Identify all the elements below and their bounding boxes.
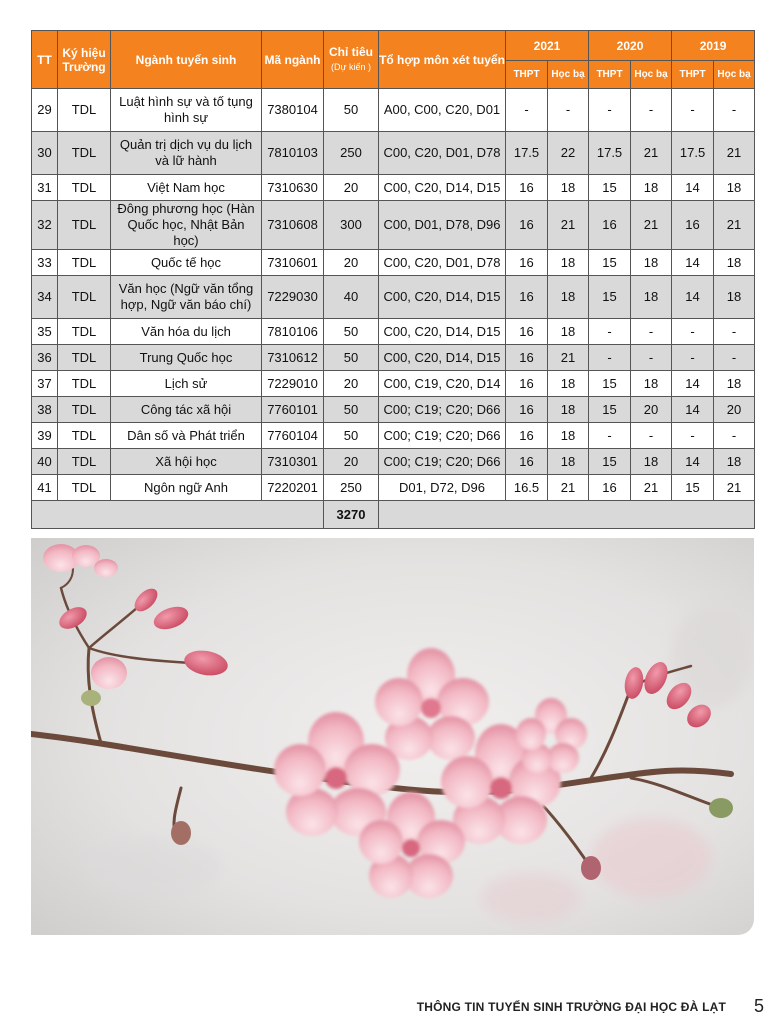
cell-major-code: 7229030 (262, 276, 324, 319)
cell-quota: 50 (324, 319, 379, 345)
cell-2021-thpt: - (506, 89, 548, 132)
cell-2020-thpt: 15 (589, 397, 631, 423)
cell-subject-combo: C00, D01, D78, D96 (379, 201, 506, 250)
cell-school-code: TDL (58, 175, 111, 201)
header-major-code: Mã ngành (262, 31, 324, 89)
header-thpt-2019: THPT (672, 61, 714, 89)
cell-school-code: TDL (58, 397, 111, 423)
cell-major-code: 7380104 (262, 89, 324, 132)
cell-2019-thpt: 14 (672, 276, 714, 319)
cell-2020-thpt: 16 (589, 475, 631, 501)
cell-quota: 50 (324, 397, 379, 423)
cell-major-code: 7760101 (262, 397, 324, 423)
page-number: 5 (753, 996, 764, 1016)
cell-major-name: Việt Nam học (111, 175, 262, 201)
cell-subject-combo: D01, D72, D96 (379, 475, 506, 501)
cell-2019-hocba: 18 (714, 371, 755, 397)
cell-2020-thpt: 15 (589, 175, 631, 201)
cell-major-name: Trung Quốc học (111, 345, 262, 371)
total-label-cell (32, 501, 324, 529)
cell-tt: 37 (32, 371, 58, 397)
cell-subject-combo: C00, C20, D01, D78 (379, 132, 506, 175)
cherry-blossom-photo (31, 538, 754, 935)
total-empty-cell (379, 501, 755, 529)
cell-major-code: 7810106 (262, 319, 324, 345)
cell-2020-thpt: 15 (589, 371, 631, 397)
header-quota-label: Chỉ tiêu (329, 45, 373, 59)
header-subject-combo: Tổ hợp môn xét tuyển (379, 31, 506, 89)
cell-subject-combo: A00, C00, C20, D01 (379, 89, 506, 132)
cell-2021-hocba: - (548, 89, 589, 132)
cell-2021-hocba: 18 (548, 250, 589, 276)
cell-2020-thpt: - (589, 345, 631, 371)
cell-subject-combo: C00, C19, C20, D14 (379, 371, 506, 397)
cell-2020-hocba: 18 (631, 276, 672, 319)
cell-2020-hocba: 21 (631, 132, 672, 175)
cell-2019-thpt: - (672, 423, 714, 449)
cell-2020-hocba: - (631, 423, 672, 449)
cell-major-name: Quốc tế học (111, 250, 262, 276)
cell-2020-thpt: 15 (589, 276, 631, 319)
cell-school-code: TDL (58, 345, 111, 371)
cell-subject-combo: C00, C20, D14, D15 (379, 345, 506, 371)
cell-school-code: TDL (58, 371, 111, 397)
table-row (32, 423, 755, 449)
cell-2021-hocba: 18 (548, 276, 589, 319)
cell-school-code: TDL (58, 423, 111, 449)
cell-2021-thpt: 16 (506, 201, 548, 250)
cell-2021-thpt: 16.5 (506, 475, 548, 501)
cell-2019-thpt: 17.5 (672, 132, 714, 175)
cell-tt: 35 (32, 319, 58, 345)
cell-2019-thpt: - (672, 345, 714, 371)
cell-2020-hocba: 20 (631, 397, 672, 423)
cell-2019-hocba: 21 (714, 132, 755, 175)
cell-major-code: 7760104 (262, 423, 324, 449)
cell-tt: 34 (32, 276, 58, 319)
cell-2021-hocba: 18 (548, 175, 589, 201)
cell-2019-hocba: 20 (714, 397, 755, 423)
cell-2021-hocba: 21 (548, 475, 589, 501)
cell-major-name: Quản trị dịch vụ du lịch và lữ hành (111, 132, 262, 175)
cell-2019-thpt: 16 (672, 201, 714, 250)
total-quota: 3270 (324, 501, 379, 529)
cell-2021-hocba: 18 (548, 397, 589, 423)
cell-2020-hocba: 18 (631, 371, 672, 397)
cell-2021-thpt: 16 (506, 319, 548, 345)
cell-major-code: 7310608 (262, 201, 324, 250)
cell-2019-thpt: 15 (672, 475, 714, 501)
cell-tt: 30 (32, 132, 58, 175)
cell-2020-hocba: - (631, 89, 672, 132)
cell-2019-hocba: 18 (714, 250, 755, 276)
cell-2021-hocba: 18 (548, 319, 589, 345)
cell-tt: 31 (32, 175, 58, 201)
cell-tt: 29 (32, 89, 58, 132)
cell-major-name: Dân số và Phát triển (111, 423, 262, 449)
cell-subject-combo: C00; C19; C20; D66 (379, 449, 506, 475)
cell-2019-hocba: - (714, 423, 755, 449)
cell-tt: 38 (32, 397, 58, 423)
cell-2020-hocba: 21 (631, 201, 672, 250)
cell-2021-thpt: 16 (506, 175, 548, 201)
header-quota (324, 31, 379, 89)
cell-2020-thpt: - (589, 319, 631, 345)
cell-quota: 20 (324, 371, 379, 397)
cell-major-code: 7310612 (262, 345, 324, 371)
header-year-2021: 2021 (506, 31, 589, 61)
header-year-2020: 2020 (589, 31, 672, 61)
cell-2021-hocba: 18 (548, 449, 589, 475)
cell-tt: 33 (32, 250, 58, 276)
cell-major-name: Ngôn ngữ Anh (111, 475, 262, 501)
table-header-row (32, 31, 755, 61)
table-row (32, 175, 755, 201)
table-row (32, 132, 755, 175)
footer-title: THÔNG TIN TUYỂN SINH TRƯỜNG ĐẠI HỌC ĐÀ LẠT (416, 1000, 726, 1014)
cell-2020-thpt: 15 (589, 449, 631, 475)
table-row (32, 276, 755, 319)
cell-subject-combo: C00; C19; C20; D66 (379, 423, 506, 449)
cell-quota: 50 (324, 423, 379, 449)
cell-2019-hocba: - (714, 319, 755, 345)
cell-school-code: TDL (58, 132, 111, 175)
cell-2020-thpt: 16 (589, 201, 631, 250)
cell-major-code: 7310301 (262, 449, 324, 475)
cell-quota: 20 (324, 449, 379, 475)
cell-school-code: TDL (58, 89, 111, 132)
cell-2019-thpt: 14 (672, 397, 714, 423)
cell-2019-thpt: 14 (672, 449, 714, 475)
cell-2021-thpt: 16 (506, 371, 548, 397)
cell-major-code: 7310630 (262, 175, 324, 201)
cell-quota: 250 (324, 475, 379, 501)
cell-2019-hocba: 18 (714, 276, 755, 319)
cell-quota: 40 (324, 276, 379, 319)
admissions-table (31, 30, 755, 529)
header-hocba-2019: Học bạ (714, 61, 755, 89)
cell-subject-combo: C00, C20, D14, D15 (379, 276, 506, 319)
cell-tt: 32 (32, 201, 58, 250)
cell-2019-hocba: - (714, 89, 755, 132)
table-total-row (32, 501, 755, 529)
cell-tt: 36 (32, 345, 58, 371)
table-body (32, 89, 755, 529)
cell-2019-thpt: 14 (672, 250, 714, 276)
table-row (32, 475, 755, 501)
table-row (32, 319, 755, 345)
cell-major-code: 7310601 (262, 250, 324, 276)
cell-2019-thpt: - (672, 89, 714, 132)
table-row (32, 201, 755, 250)
cell-2021-thpt: 16 (506, 345, 548, 371)
header-thpt-2020: THPT (589, 61, 631, 89)
cell-2019-hocba: 21 (714, 201, 755, 250)
header-quota-note: (Dự kiến ) (330, 62, 372, 72)
cell-tt: 39 (32, 423, 58, 449)
cell-2020-thpt: - (589, 423, 631, 449)
cell-school-code: TDL (58, 475, 111, 501)
cell-subject-combo: C00, C20, D01, D78 (379, 250, 506, 276)
cell-2019-hocba: 18 (714, 175, 755, 201)
cell-school-code: TDL (58, 250, 111, 276)
cell-subject-combo: C00; C19; C20; D66 (379, 397, 506, 423)
cell-2020-thpt: 15 (589, 250, 631, 276)
cell-2020-hocba: - (631, 345, 672, 371)
cell-2019-thpt: 14 (672, 371, 714, 397)
cell-major-name: Đông phương học (Hàn Quốc học, Nhật Bản học) (111, 201, 262, 250)
cell-2020-thpt: 17.5 (589, 132, 631, 175)
cell-2020-hocba: - (631, 319, 672, 345)
cell-2020-hocba: 21 (631, 475, 672, 501)
table-row (32, 397, 755, 423)
cell-2021-thpt: 16 (506, 250, 548, 276)
header-tt: TT (32, 31, 58, 89)
cell-subject-combo: C00, C20, D14, D15 (379, 175, 506, 201)
cell-quota: 250 (324, 132, 379, 175)
cell-major-name: Luật hình sự và tố tụng hình sự (111, 89, 262, 132)
cell-2021-hocba: 21 (548, 345, 589, 371)
cell-2021-hocba: 22 (548, 132, 589, 175)
header-hocba-2021: Học bạ (548, 61, 589, 89)
cell-tt: 41 (32, 475, 58, 501)
cell-2021-thpt: 16 (506, 397, 548, 423)
cell-2021-thpt: 16 (506, 276, 548, 319)
cell-major-name: Lịch sử (111, 371, 262, 397)
cell-quota: 20 (324, 250, 379, 276)
header-hocba-2020: Học bạ (631, 61, 672, 89)
cell-school-code: TDL (58, 201, 111, 250)
cell-quota: 300 (324, 201, 379, 250)
cell-tt: 40 (32, 449, 58, 475)
table-row (32, 371, 755, 397)
cell-quota: 50 (324, 89, 379, 132)
cell-major-code: 7220201 (262, 475, 324, 501)
cell-school-code: TDL (58, 276, 111, 319)
cell-2019-hocba: 18 (714, 449, 755, 475)
header-major: Ngành tuyển sinh (111, 31, 262, 89)
table-row (32, 345, 755, 371)
cell-major-code: 7229010 (262, 371, 324, 397)
cell-major-name: Xã hội học (111, 449, 262, 475)
cell-major-name: Văn hóa du lịch (111, 319, 262, 345)
cell-2020-hocba: 18 (631, 449, 672, 475)
cell-major-name: Văn học (Ngữ văn tổng hợp, Ngữ văn báo chí) (111, 276, 262, 319)
cell-2021-hocba: 21 (548, 201, 589, 250)
table-row (32, 89, 755, 132)
cell-2019-thpt: 14 (672, 175, 714, 201)
cell-2021-thpt: 16 (506, 449, 548, 475)
cell-2021-thpt: 16 (506, 423, 548, 449)
cell-major-code: 7810103 (262, 132, 324, 175)
cell-2021-hocba: 18 (548, 371, 589, 397)
cell-school-code: TDL (58, 319, 111, 345)
cell-subject-combo: C00, C20, D14, D15 (379, 319, 506, 345)
cell-2020-hocba: 18 (631, 250, 672, 276)
cell-2020-hocba: 18 (631, 175, 672, 201)
table-row (32, 449, 755, 475)
cell-quota: 50 (324, 345, 379, 371)
cell-quota: 20 (324, 175, 379, 201)
header-school-code: Ký hiệu Trường (58, 31, 111, 89)
cell-2020-thpt: - (589, 89, 631, 132)
header-thpt-2021: THPT (506, 61, 548, 89)
cell-major-name: Công tác xã hội (111, 397, 262, 423)
header-year-2019: 2019 (672, 31, 755, 61)
table-row (32, 250, 755, 276)
cell-2019-thpt: - (672, 319, 714, 345)
cell-2021-hocba: 18 (548, 423, 589, 449)
cell-2021-thpt: 17.5 (506, 132, 548, 175)
cell-school-code: TDL (58, 449, 111, 475)
cell-2019-hocba: 21 (714, 475, 755, 501)
cell-2019-hocba: - (714, 345, 755, 371)
